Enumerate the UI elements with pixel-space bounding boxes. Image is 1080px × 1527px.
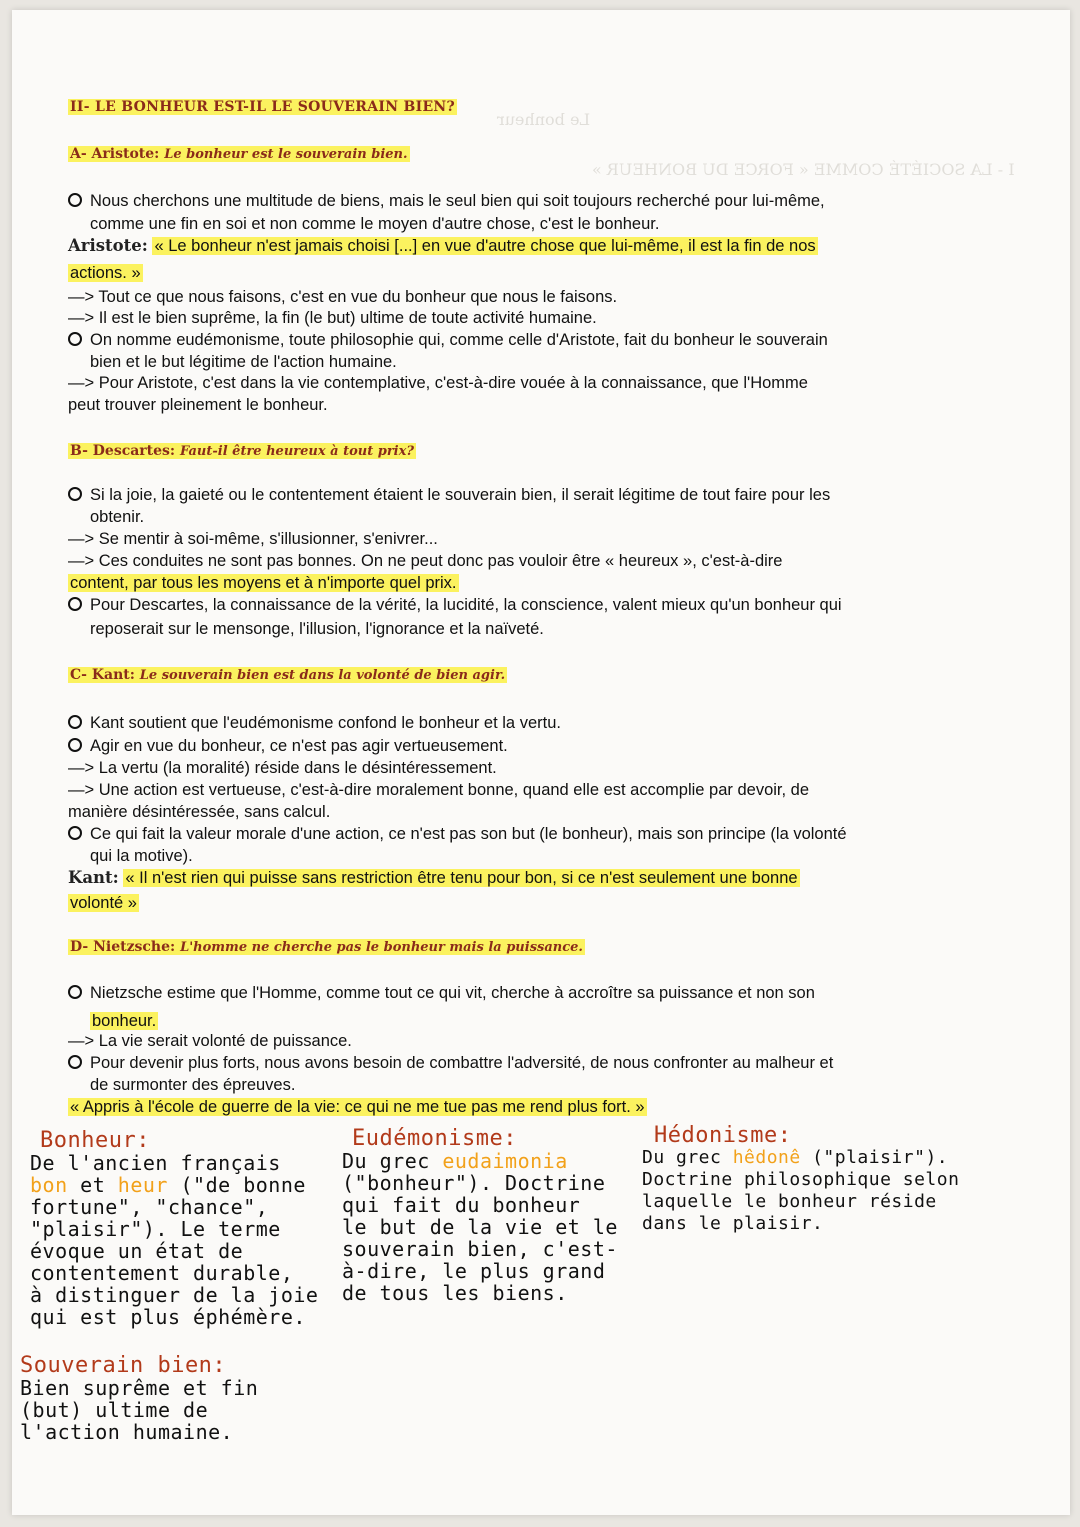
descartes-arrow-2-cont: content, par tous les moyens et à n'importe quel prix. bbox=[70, 574, 457, 592]
bullet-icon bbox=[68, 985, 82, 999]
aristote-arrow-2: —> Il est le bien suprême, la fin (le but) ultime de toute activité humaine. bbox=[68, 309, 597, 327]
bullet-icon bbox=[68, 193, 82, 207]
def-title: Hédonisme: bbox=[654, 1123, 792, 1148]
descartes-bullet-1: Si la joie, la gaieté ou le contentement étaient le souverain bien, il serait légitime de tout faire pour les bbox=[68, 484, 830, 506]
def-title: Souverain bien: bbox=[20, 1353, 227, 1378]
nietzsche-arrow-1: —> La vie serait volonté de puissance. bbox=[68, 1032, 352, 1050]
heading-text: Faut-il être heureux à tout prix? bbox=[179, 444, 414, 459]
notes-sheet bbox=[12, 10, 1070, 1515]
heading-descartes bbox=[68, 442, 416, 460]
section-title: II- LE BONHEUR EST-IL LE SOUVERAIN BIEN? bbox=[70, 99, 456, 115]
aristote-arrow-1: —> Tout ce que nous faisons, c'est en vue du bonheur que nous le faisons. bbox=[68, 288, 618, 306]
kant-arrow-2: —> Une action est vertueuse, c'est-à-dire moralement bonne, quand elle est accomplie par devoir, de bbox=[68, 781, 810, 799]
kant-bullet-2: Agir en vue du bonheur, ce n'est pas agir vertueusement. bbox=[68, 735, 508, 757]
aristote-bullet-2: On nomme eudémonisme, toute philosophie qui, comme celle d'Aristote, fait du bonheur le souverain bbox=[68, 329, 828, 351]
aristote-arrow-3: —> Pour Aristote, c'est dans la vie contemplative, c'est-à-dire vouée à la connaissance, que l'Homme bbox=[68, 374, 808, 392]
aristote-bullet-1-cont: comme une fin en soi et non comme le moyen d'autre chose, c'est le bonheur. bbox=[90, 215, 660, 233]
descartes-bullet-2: Pour Descartes, la connaissance de la vérité, la lucidité, la conscience, valent mieux qu'un bonheur qui bbox=[68, 594, 842, 616]
section-title-row bbox=[68, 98, 457, 116]
author-name: Kant: bbox=[68, 868, 119, 887]
def-eudemonisme: Eudémonisme: Du grec eudaimonia ("bonheur"). Doctrine qui fait du bonheur le but de la vie et le souverain bien, c'est- à-dire, le plus grand de tous les biens. bbox=[342, 1128, 642, 1304]
nietzsche-bullet-1: Nietzsche estime que l'Homme, comme tout ce qui vit, cherche à accroître sa puissance et non son bbox=[68, 982, 815, 1004]
aristote-quote: Aristote: « Le bonheur n'est jamais choisi [...] en vue d'autre chose que lui-même, il est la fin de nos bbox=[68, 236, 816, 255]
nietzsche-bullet-2-cont: de surmonter des épreuves. bbox=[90, 1076, 296, 1094]
kant-bullet-3: Ce qui fait la valeur morale d'une action, ce n'est pas son but (le bonheur), mais son principe (la volonté bbox=[68, 823, 847, 845]
heading-letter: B- Descartes: bbox=[70, 443, 176, 459]
descartes-bullet-1-cont: obtenir. bbox=[90, 508, 145, 526]
nietzsche-quote: « Appris à l'école de guerre de la vie: ce qui ne me tue pas me rend plus fort. » bbox=[70, 1098, 645, 1116]
kant-arrow-1: —> La vertu (la moralité) réside dans le désintéressement. bbox=[68, 759, 497, 777]
def-bonheur: Bonheur: De l'ancien français bon et heur ("de bonne fortune", "chance", "plaisir"). Le terme évoque un état de contentement durable, à distinguer de la joie qui est plus éphémère. bbox=[30, 1130, 340, 1328]
bullet-icon bbox=[68, 738, 82, 752]
kant-bullet-3-cont: qui la motive). bbox=[90, 847, 193, 865]
kant-bullet-1: Kant soutient que l'eudémonisme confond le bonheur et la vertu. bbox=[68, 712, 561, 734]
heading-text: Le souverain bien est dans la volonté de bien agir. bbox=[139, 668, 506, 683]
heading-text: L'homme ne cherche pas le bonheur mais la puissance. bbox=[180, 940, 583, 955]
def-souverain-bien: Souverain bien: Bien suprême et fin (but) ultime de l'action humaine. bbox=[20, 1355, 320, 1443]
heading-nietzsche bbox=[68, 938, 585, 956]
bullet-icon bbox=[68, 487, 82, 501]
kant-quote: Kant: « Il n'est rien qui puisse sans restriction être tenu pour bon, si ce n'est seulement une bonne bbox=[68, 868, 798, 887]
descartes-arrow-2: —> Ces conduites ne sont pas bonnes. On ne peut donc pas vouloir être « heureux », c'est-à-dire bbox=[68, 552, 783, 570]
bullet-icon bbox=[68, 715, 82, 729]
heading-letter: A- Aristote: bbox=[70, 146, 160, 162]
kant-arrow-2-cont: manière désintéressée, sans calcul. bbox=[68, 803, 331, 821]
def-hedonisme: Hédonisme: Du grec hêdonê ("plaisir"). Doctrine philosophique selon laquelle le bonheur réside dans le plaisir. bbox=[642, 1125, 1062, 1235]
heading-letter: D- Nietzsche: bbox=[70, 939, 176, 955]
def-title: Bonheur: bbox=[40, 1128, 150, 1153]
ghost-text: I - LA SOCIÉTÉ COMME « FORCE DU BONHEUR » bbox=[592, 160, 1015, 179]
aristote-quote-cont: actions. » bbox=[70, 264, 141, 282]
nietzsche-bullet-1-cont: bonheur. bbox=[92, 1012, 157, 1030]
heading-aristote bbox=[68, 145, 410, 163]
def-title: Eudémonisme: bbox=[352, 1126, 517, 1151]
bullet-icon bbox=[68, 1055, 82, 1069]
aristote-bullet-1: Nous cherchons une multitude de biens, mais le seul bien qui soit toujours recherché pour lui-même, bbox=[68, 190, 825, 212]
bullet-icon bbox=[68, 332, 82, 346]
kant-quote-cont: volonté » bbox=[70, 894, 137, 912]
heading-text: Le bonheur est le souverain bien. bbox=[164, 147, 408, 162]
aristote-bullet-2-cont: bien et le but légitime de l'action humaine. bbox=[90, 353, 397, 371]
heading-kant bbox=[68, 666, 507, 684]
bullet-icon bbox=[68, 597, 82, 611]
descartes-bullet-2-cont: reposerait sur le mensonge, l'illusion, l'ignorance et la naïveté. bbox=[90, 620, 544, 638]
heading-letter: C- Kant: bbox=[70, 667, 135, 683]
aristote-arrow-3-cont: peut trouver pleinement le bonheur. bbox=[68, 396, 328, 414]
descartes-arrow-1: —> Se mentir à soi-même, s'illusionner, s'enivrer... bbox=[68, 530, 438, 548]
nietzsche-bullet-2: Pour devenir plus forts, nous avons besoin de combattre l'adversité, de nous confronter au malheur et bbox=[68, 1052, 833, 1074]
author-name: Aristote: bbox=[68, 236, 148, 255]
ghost-text: Le bonheur bbox=[497, 110, 591, 129]
bullet-icon bbox=[68, 826, 82, 840]
